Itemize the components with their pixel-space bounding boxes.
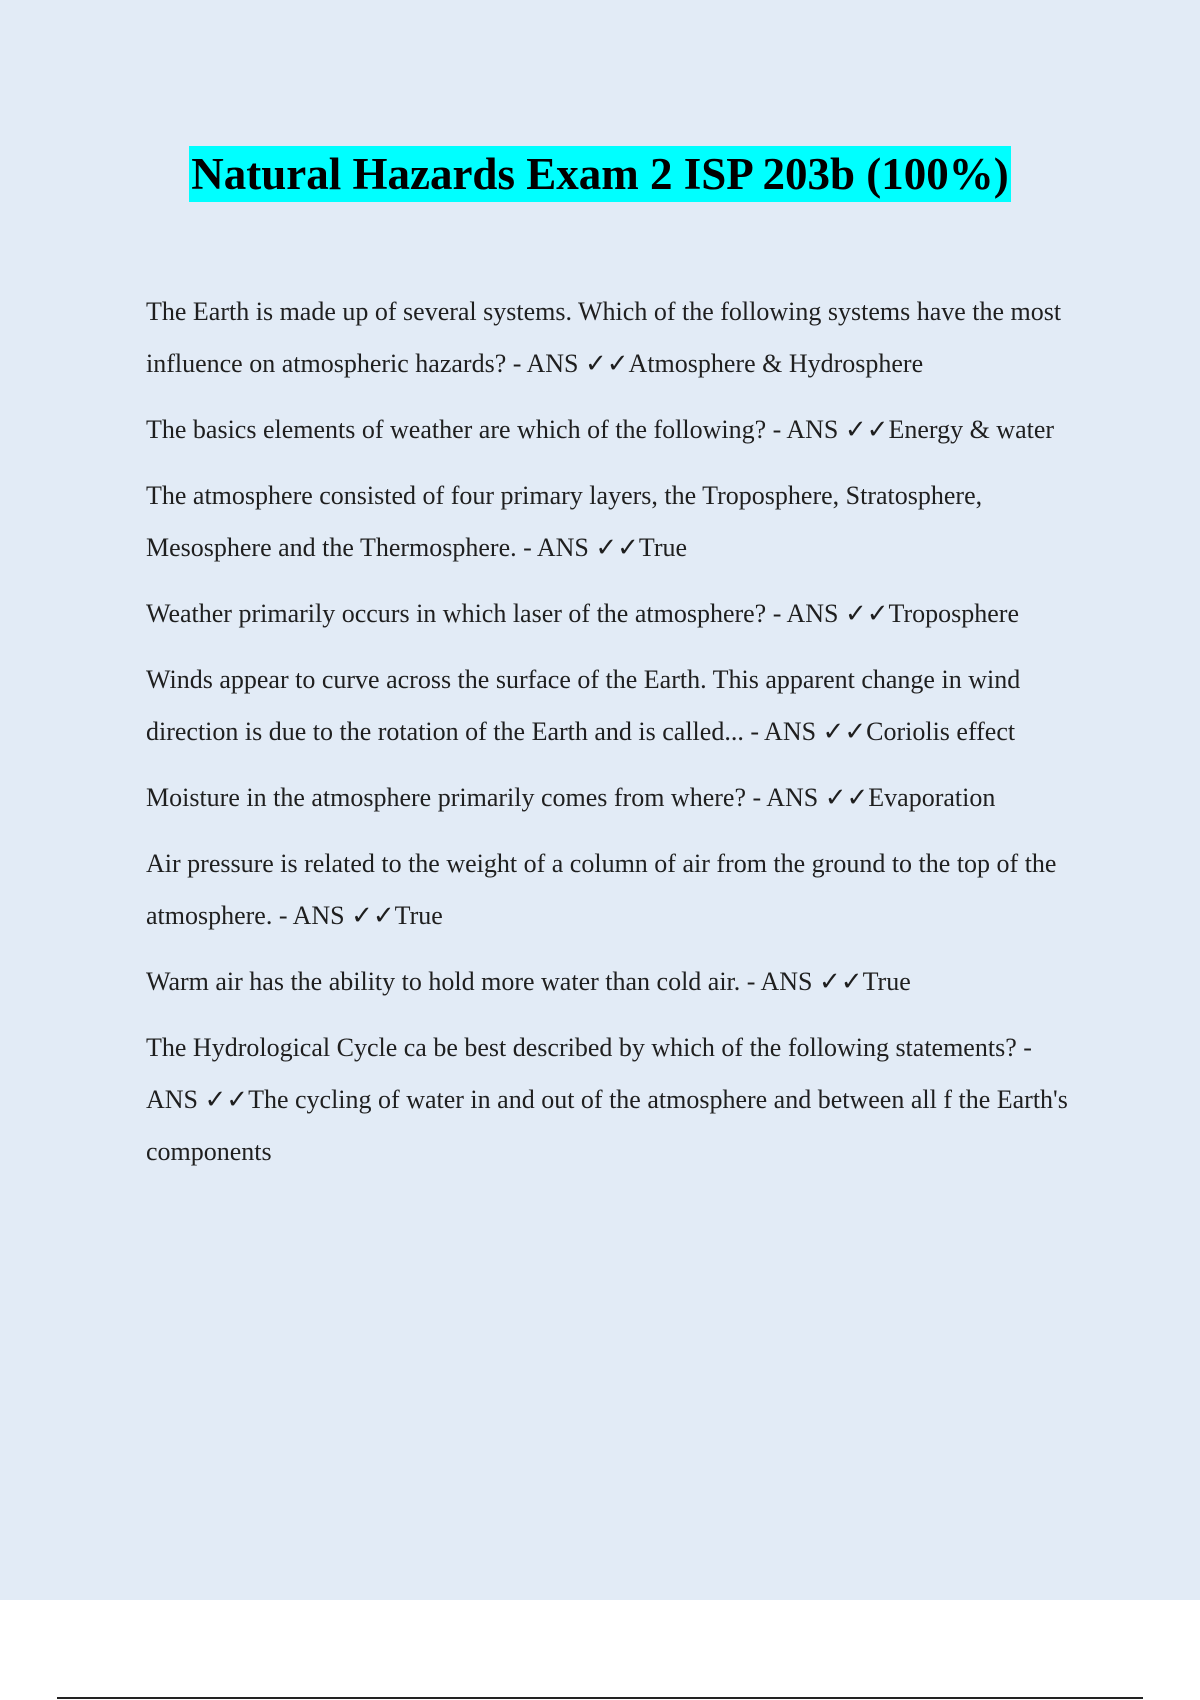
qa-item: Moisture in the atmosphere primarily comes from where? - ANS ✓✓Evaporation — [146, 783, 996, 812]
qa-item: The atmosphere consisted of four primary layers, the Troposphere, Stratosphere, Mesosphere and the Thermosphere. - ANS ✓✓True — [146, 481, 983, 562]
qa-item: Air pressure is related to the weight of a column of air from the ground to the top of the atmosphere. - ANS ✓✓True — [146, 849, 1057, 930]
qa-item: The Earth is made up of several systems. Which of the following systems have the most influence on atmospheric hazards? - ANS ✓✓Atmosphere & Hydrosphere — [146, 297, 1062, 378]
title-wrapper — [0, 146, 1200, 202]
qa-item: Winds appear to curve across the surface of the Earth. This apparent change in wind direction is due to the rotation of the Earth and is called... - ANS ✓✓Coriolis effect — [146, 665, 1021, 746]
qa-item: Warm air has the ability to hold more water than cold air. - ANS ✓✓True — [146, 967, 911, 996]
qa-item: The Hydrological Cycle ca be best described by which of the following statements? - ANS ✓✓The cycling of water in and out of the atmosphere and between all f the Earth's components — [146, 1033, 1068, 1166]
footer-divider — [57, 1697, 1143, 1699]
document-title: Natural Hazards Exam 2 ISP 203b (100%) — [189, 146, 1011, 202]
qa-list — [146, 286, 1086, 1192]
qa-item: The basics elements of weather are which of the following? - ANS ✓✓Energy & water — [146, 415, 1055, 444]
qa-item: Weather primarily occurs in which laser of the atmosphere? - ANS ✓✓Troposphere — [146, 599, 1020, 628]
